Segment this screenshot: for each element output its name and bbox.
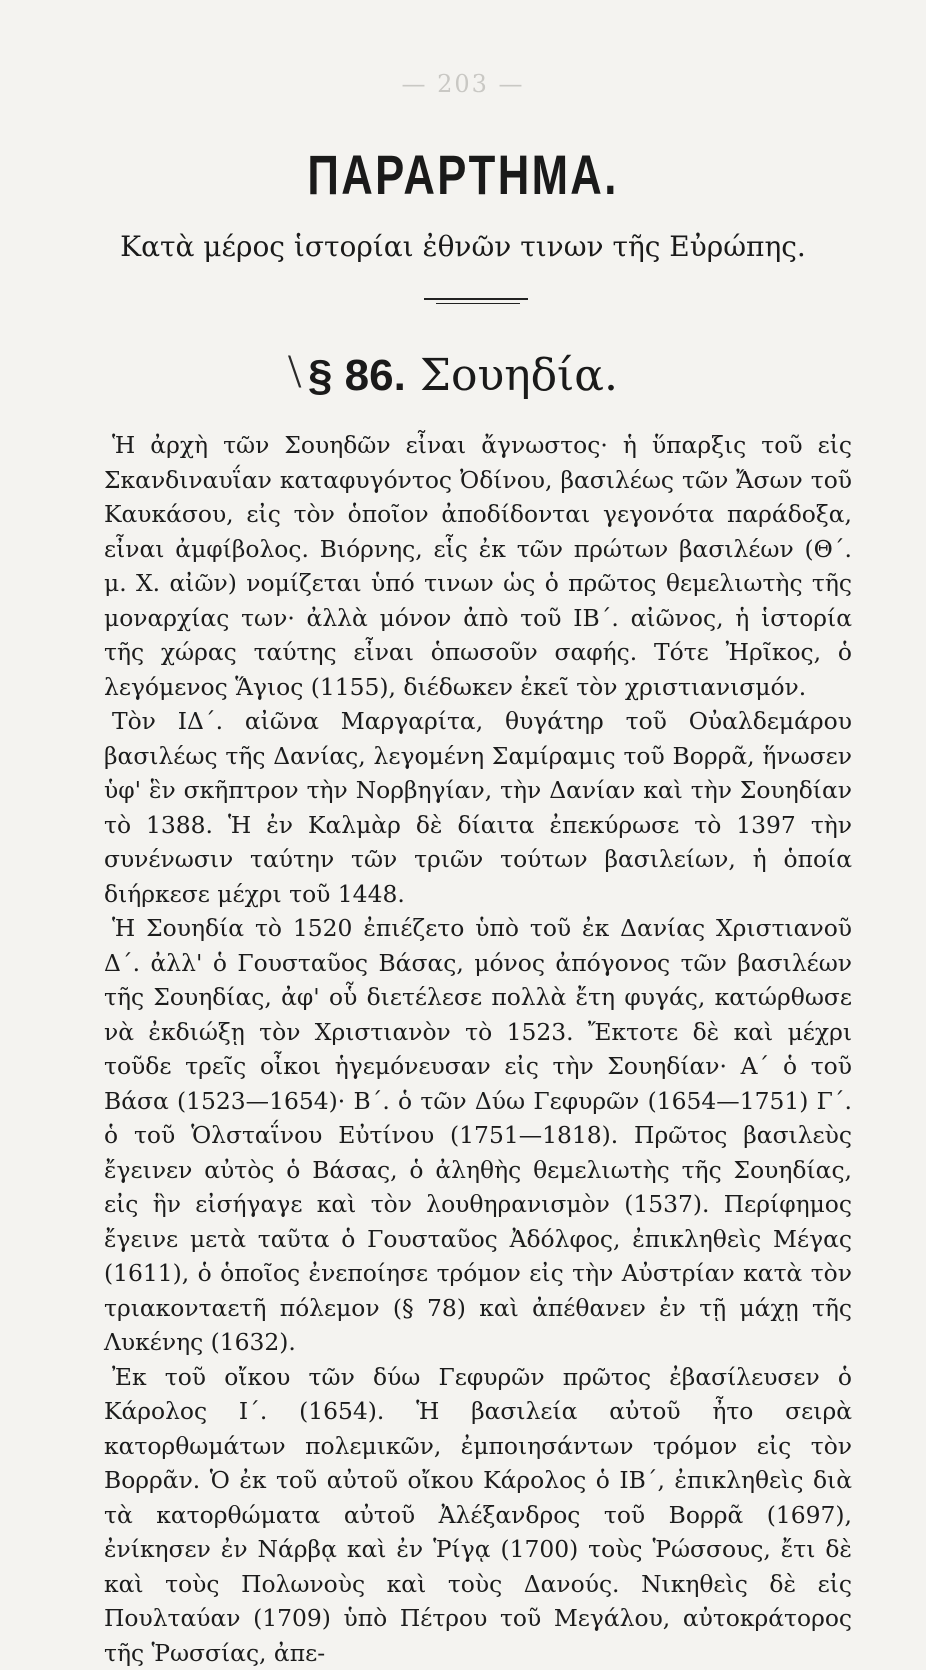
pencil-margin-mark: \ — [288, 344, 301, 399]
title-divider-thin — [436, 303, 520, 304]
section-number: § 86. — [308, 351, 406, 400]
page-number: — 203 — — [0, 70, 926, 98]
page-subtitle: Κατὰ μέρος ἱστορίαι ἐθνῶν τινων τῆς Εὐρώπης. — [0, 230, 926, 263]
section-heading — [0, 350, 926, 401]
body-text — [104, 428, 852, 1670]
title-divider — [424, 298, 528, 300]
paragraph: Ἐκ τοῦ οἴκου τῶν δύω Γεφυρῶν πρῶτος ἐβασίλευσεν ὁ Κάρολος Ι΄. (1654). Ἡ βασιλεία αὐτοῦ ἦτο σειρὰ κατορθωμάτων πολεμικῶν, ἐμποιησάντων τρόμον εἰς τὸν Βορρᾶν. Ὁ ἐκ τοῦ αὐτοῦ οἴκου Κάρολος ὁ ΙΒ΄, ἐπικληθεὶς διὰ τὰ κατορθώματα αὐτοῦ Ἀλέξανδρος τοῦ Βορρᾶ (1697), ἐνίκησεν ἐν Νάρβᾳ καὶ ἐν Ῥίγᾳ (1700) τοὺς Ῥώσσους, ἔτι δὲ καὶ τοὺς Πολωνοὺς καὶ τοὺς Δανούς. Νικηθεὶς δὲ εἰς Πουλταύαν (1709) ὑπὸ Πέτρου τοῦ Μεγάλου, αὐτοκράτορος τῆς Ῥωσσίας, ἀπε- — [104, 1360, 852, 1670]
section-name: Σουηδία. — [420, 350, 618, 401]
paragraph: Ἡ Σουηδία τὸ 1520 ἐπιέζετο ὑπὸ τοῦ ἐκ Δανίας Χριστιανοῦ Δ΄. ἀλλ' ὁ Γουσταῦος Βάσας, μόνος ἀπόγονος τῶν βασιλέων τῆς Σουηδίας, ἀφ' οὗ διετέλεσε πολλὰ ἔτη φυγάς, κατώρθωσε νὰ ἐκδιώξῃ τὸν Χριστιανὸν τὸ 1523. Ἔκτοτε δὲ καὶ μέχρι τοῦδε τρεῖς οἶκοι ἡγεμόνευσαν εἰς τὴν Σουηδίαν· Α΄ ὁ τοῦ Βάσα (1523—1654)· Β΄. ὁ τῶν Δύω Γεφυρῶν (1654—1751) Γ΄. ὁ τοῦ Ὁλσταΐνου Εὐτίνου (1751—1818). Πρῶτος βασιλεὺς ἔγεινεν αὐτὸς ὁ Βάσας, ὁ ἀληθὴς θεμελιωτὴς τῆς Σουηδίας, εἰς ἣν εἰσήγαγε καὶ τὸν λουθηρανισμὸν (1537). Περίφημος ἔγεινε μετὰ ταῦτα ὁ Γουσταῦος Ἀδόλφος, ἐπικληθεὶς Μέγας (1611), ὁ ὁποῖος ἐνεποίησε τρόμον εἰς τὴν Αὐστρίαν κατὰ τὸν τριακονταετῆ πόλεμον (§ 78) καὶ ἀπέθανεν ἐν τῇ μάχῃ τῆς Λυκένης (1632). — [104, 911, 852, 1360]
page-title: ΠΑΡΑΡΤΗΜΑ. — [102, 142, 824, 207]
paragraph: Ἡ ἀρχὴ τῶν Σουηδῶν εἶναι ἄγνωστος· ἡ ὕπαρξις τοῦ εἰς Σκανδιναυΐαν καταφυγόντος Ὀδίνου, βασιλέως τῶν Ἄσων τοῦ Καυκάσου, εἰς τὸν ὁποῖον ἀποδίδονται γεγονότα παράδοξα, εἶναι ἀμφίβολος. Βιόρνης, εἷς ἐκ τῶν πρώτων βασιλέων (Θ΄. μ. Χ. αἰῶν) νομίζεται ὑπό τινων ὡς ὁ πρῶτος θεμελιωτὴς τῆς μοναρχίας των· ἀλλὰ μόνον ἀπὸ τοῦ ΙΒ΄. αἰῶνος, ἡ ἱστορία τῆς χώρας ταύτης εἶναι ὁπωσοῦν σαφής. Τότε Ἠρῖκος, ὁ λεγόμενος Ἅγιος (1155), διέδωκεν ἐκεῖ τὸν χριστιανισμόν. — [104, 428, 852, 704]
paragraph: Τὸν ΙΔ΄. αἰῶνα Μαργαρίτα, θυγάτηρ τοῦ Οὐαλδεμάρου βασιλέως τῆς Δανίας, λεγομένη Σαμίραμις τοῦ Βορρᾶ, ἥνωσεν ὑφ' ἓν σκῆπτρον τὴν Νορβηγίαν, τὴν Δανίαν καὶ τὴν Σουηδίαν τὸ 1388. Ἡ ἐν Καλμὰρ δὲ δίαιτα ἐπεκύρωσε τὸ 1397 τὴν συνένωσιν ταύτην τῶν τριῶν τούτων βασιλείων, ἡ ὁποία διήρκεσε μέχρι τοῦ 1448. — [104, 704, 852, 911]
